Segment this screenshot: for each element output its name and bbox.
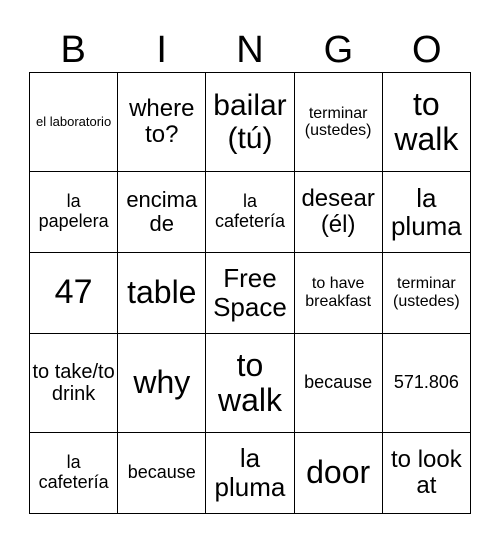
bingo-cell[interactable]: la cafetería bbox=[206, 172, 294, 253]
bingo-header bbox=[29, 28, 471, 72]
bingo-cell[interactable]: terminar (ustedes) bbox=[382, 253, 470, 334]
bingo-cell[interactable]: where to? bbox=[118, 73, 206, 172]
bingo-cell[interactable]: la pluma bbox=[206, 433, 294, 514]
bingo-cell[interactable]: to walk bbox=[382, 73, 470, 172]
bingo-cell[interactable]: encima de bbox=[118, 172, 206, 253]
bingo-cell[interactable]: el laboratorio bbox=[30, 73, 118, 172]
board-row bbox=[30, 333, 471, 432]
bingo-cell[interactable]: la papelera bbox=[30, 172, 118, 253]
header-letter-b: B bbox=[60, 29, 86, 71]
header-letter-n: N bbox=[236, 29, 264, 71]
bingo-cell[interactable]: desear (él) bbox=[294, 172, 382, 253]
bingo-cell[interactable]: to look at bbox=[382, 433, 470, 514]
bingo-board bbox=[29, 72, 471, 514]
bingo-cell[interactable]: to take/to drink bbox=[30, 333, 118, 432]
bingo-cell[interactable]: 571.806 bbox=[382, 333, 470, 432]
bingo-cell[interactable]: because bbox=[118, 433, 206, 514]
bingo-cell[interactable]: why bbox=[118, 333, 206, 432]
bingo-cell[interactable]: la pluma bbox=[382, 172, 470, 253]
header-letter-o: O bbox=[412, 29, 442, 71]
header-letter-i: I bbox=[156, 29, 167, 71]
bingo-cell[interactable]: to have breakfast bbox=[294, 253, 382, 334]
bingo-cell[interactable]: terminar (ustedes) bbox=[294, 73, 382, 172]
board-row bbox=[30, 73, 471, 172]
bingo-cell[interactable]: because bbox=[294, 333, 382, 432]
bingo-cell[interactable]: 47 bbox=[30, 253, 118, 334]
bingo-cell[interactable]: table bbox=[118, 253, 206, 334]
bingo-cell[interactable]: bailar (tú) bbox=[206, 73, 294, 172]
bingo-cell[interactable]: to walk bbox=[206, 333, 294, 432]
bingo-cell[interactable]: la cafetería bbox=[30, 433, 118, 514]
bingo-cell[interactable]: door bbox=[294, 433, 382, 514]
free-space-cell[interactable]: Free Space bbox=[206, 253, 294, 334]
header-letter-g: G bbox=[323, 29, 354, 71]
board-row bbox=[30, 433, 471, 514]
board-row bbox=[30, 172, 471, 253]
board-row bbox=[30, 253, 471, 334]
